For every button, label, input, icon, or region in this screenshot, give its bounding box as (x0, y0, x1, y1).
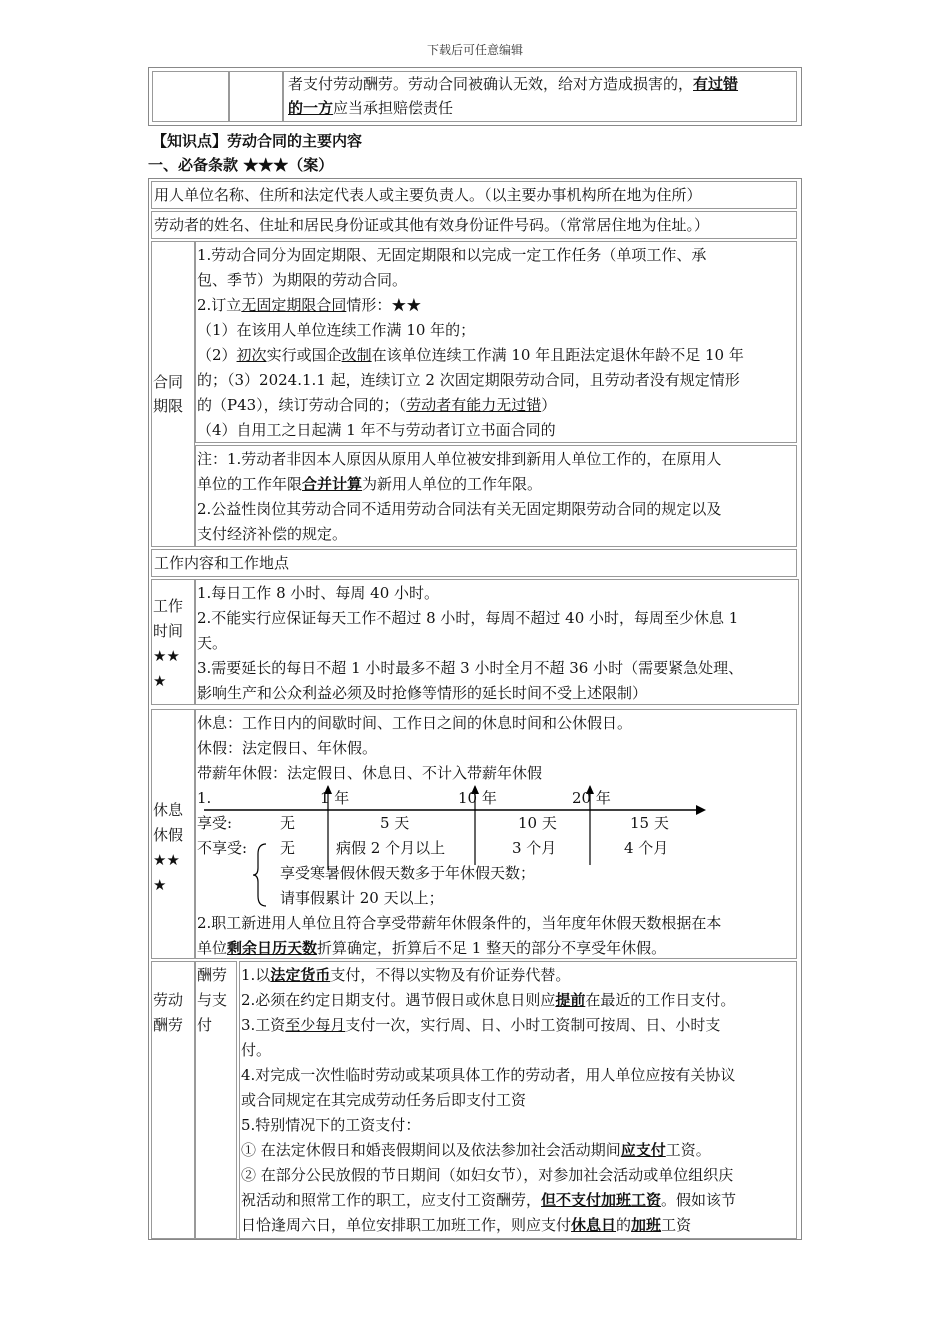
enjoy-value: 5 天 (380, 814, 410, 832)
subsection-heading: 一、必备条款 ★★★（案） (148, 156, 334, 174)
text: 2.不能实行应保证每天工作不超过 8 小时，每周不超过 40 小时，每周至少休息 1 (197, 609, 739, 627)
text: ） (541, 396, 557, 414)
text: （4）自用工之日起满 1 年不与劳动者订立书面合同的 (197, 421, 556, 439)
text: 1.以 (241, 966, 271, 984)
text: 请事假累计 20 天以上； (280, 889, 444, 907)
text: 1.每日工作 8 小时、每周 40 小时。 (197, 584, 440, 602)
text: 付。 (241, 1041, 272, 1059)
text: 休假：法定假日、年休假。 (197, 739, 378, 757)
top-cell-2 (229, 71, 283, 122)
text: 3.工资 (241, 1016, 286, 1034)
emphasis: 有过错 (693, 75, 739, 93)
text: ② 在部分公民放假的节日期间（如妇女节），对参加社会活动或单位组织庆 (241, 1166, 734, 1184)
text: 影响生产和公众利益必须及时抢修等情形的延长时间不受上述限制） (197, 684, 648, 702)
emphasis: 劳动者有能力无过错 (406, 396, 542, 414)
text: 祝活动和照常工作的职工，应支付工资酬劳， (241, 1191, 542, 1209)
text: 2.订立 (197, 296, 242, 314)
text: 者支付劳动酬劳。劳动合同被确认无效，给对方造成损害的， (288, 75, 694, 93)
timeline-mark: 10 年 (458, 789, 497, 807)
hours-label-cell (151, 579, 195, 705)
term-note (195, 445, 797, 547)
emphasis: 初次 (236, 346, 267, 364)
pay-label-cell (151, 961, 195, 1239)
text: 带薪年休假：法定假日、休息日、不计入带薪年休假 (197, 764, 543, 782)
emphasis: 应支付 (620, 1141, 666, 1159)
not-enjoy-value: 3 个月 (512, 839, 557, 857)
text: 工资。 (665, 1141, 711, 1159)
pay-sub-label: 付 (197, 1016, 213, 1034)
text: 3.需要延长的每日不超 1 小时最多不超 3 小时全月不超 36 小时（需要紧急处理、 (197, 659, 744, 677)
text: 的（P43），续订劳动合同的；（ (197, 396, 407, 414)
hours-label: 工作 (153, 597, 184, 615)
hours-content (195, 579, 799, 705)
emphasis: 法定货币 (270, 966, 331, 984)
term-label: 期限 (153, 397, 184, 415)
text: 的；（3）2024.1.1 起，连续订立 2 次固定期限劳动合同，且劳动者没有规定情形 (197, 371, 740, 389)
rest-label-cell (151, 709, 195, 959)
not-enjoy-value: 无 (280, 839, 296, 857)
text: 4.对完成一次性临时劳动或某项具体工作的劳动者，用人单位应按有关协议 (241, 1066, 736, 1084)
emphasis: 加班 (631, 1216, 662, 1234)
text: 情形：★★ (346, 296, 422, 314)
pay-sub-label-cell (195, 961, 237, 1239)
timeline-mark: 20 年 (572, 789, 611, 807)
text: 5.特别情况下的工资支付： (241, 1116, 421, 1134)
text: ① 在法定休假日和婚丧假期间以及依法参加社会活动期间 (241, 1141, 621, 1159)
row-worker-text: 劳动者的姓名、住址和居民身份证或其他有效身份证件号码。（常常居住地为住址。） (154, 216, 710, 234)
text: 。假如该节 (661, 1191, 737, 1209)
row-work-text: 工作内容和工作地点 (154, 554, 290, 572)
enjoy-value: 10 天 (518, 814, 557, 832)
brace-icon (252, 840, 272, 910)
pay-label: 劳动 (153, 991, 184, 1009)
text: 支付一次，实行周、日、小时工资制可按周、日、小时支 (345, 1016, 721, 1034)
emphasis: 但不支付加班工资 (541, 1191, 662, 1209)
text: 2.职工新进用人单位且符合享受带薪年休假条件的，当年度年休假天数根据在本 (197, 914, 722, 932)
text: 支付经济补偿的规定。 (197, 525, 348, 543)
term-label-cell (151, 241, 195, 547)
text: 在该单位连续工作满 10 年且距法定退休年龄不足 10 年 (371, 346, 744, 364)
text: 支付，不得以实物及有价证券代替。 (330, 966, 571, 984)
pay-sub-label: 酬劳 (197, 966, 228, 984)
not-enjoy-value: 4 个月 (624, 839, 669, 857)
text: 日恰逢周六日，单位安排职工加班工作，则应支付 (241, 1216, 572, 1234)
hours-stars: ★ (153, 672, 167, 690)
section-heading: 【知识点】劳动合同的主要内容 (152, 132, 363, 150)
text: （1）在该用人单位连续工作满 10 年的； (197, 321, 476, 339)
text: 实行或国企 (266, 346, 342, 364)
pay-sub-label: 与支 (197, 991, 228, 1009)
pay-label: 酬劳 (153, 1016, 184, 1034)
emphasis: 的一方 (288, 99, 334, 117)
emphasis: 改制 (341, 346, 372, 364)
not-enjoy-value: 病假 2 个月以上 (336, 839, 446, 857)
term-label: 合同 (153, 373, 184, 391)
row-work (151, 549, 797, 577)
text: 应当承担赔偿责任 (333, 99, 454, 117)
top-table (148, 67, 802, 126)
row-employer (151, 181, 797, 209)
emphasis: 提前 (555, 991, 586, 1009)
main-table (148, 178, 802, 1240)
rest-stars: ★ (153, 876, 167, 894)
row-worker (151, 211, 797, 239)
emphasis: 无固定期限合同 (241, 296, 347, 314)
enjoy-value: 无 (280, 814, 296, 832)
rest-label: 休息 (153, 801, 184, 819)
rest-content (195, 709, 797, 959)
not-enjoy-label: 不享受: (197, 839, 248, 857)
rest-stars: ★★ (153, 851, 180, 869)
emphasis: 合并计算 (302, 475, 363, 493)
text: 单位的工作年限 (197, 475, 303, 493)
emphasis: 至少每月 (285, 1016, 346, 1034)
text: 包、季节）为期限的劳动合同。 (197, 271, 408, 289)
text: 为新用人单位的工作年限。 (362, 475, 543, 493)
text: 注：1.劳动者非因本人原因从原用人单位被安排到新用人单位工作的，在原用人 (197, 450, 722, 468)
top-cell-1 (152, 71, 229, 122)
text: 天。 (197, 634, 228, 652)
emphasis: 剩余日历天数 (227, 939, 318, 957)
text: 1.劳动合同分为固定期限、无固定期限和以完成一定工作任务（单项工作、承 (197, 246, 707, 264)
text: 2.必须在约定日期支付。遇节假日或休息日则应 (241, 991, 556, 1009)
text: （2） (197, 346, 237, 364)
term-content (195, 241, 797, 443)
text: 单位 (197, 939, 228, 957)
enjoy-value: 15 天 (630, 814, 669, 832)
hours-label: 时间 (153, 622, 184, 640)
text: 折算确定，折算后不足 1 整天的部分不享受年休假。 (317, 939, 667, 957)
text: 的 (616, 1216, 632, 1234)
hours-stars: ★★ (153, 647, 180, 665)
text: 或合同规定在其完成劳动任务后即支付工资 (241, 1091, 527, 1109)
text: 休息：工作日内的间歇时间、工作日之间的休息时间和公休假日。 (197, 714, 633, 732)
pay-content (239, 961, 797, 1239)
emphasis: 休息日 (571, 1216, 617, 1234)
enjoy-label: 享受: (197, 814, 233, 832)
text: 享受寒暑假休假天数多于年休假天数； (280, 864, 536, 882)
row-employer-text: 用人单位名称、住所和法定代表人或主要负责人。（以主要办事机构所在地为住所） (154, 186, 702, 204)
top-cell-text (283, 71, 797, 122)
timeline-mark: 1 年 (320, 789, 350, 807)
timeline-start: 1. (197, 789, 212, 807)
text: 在最近的工作日支付。 (585, 991, 736, 1009)
rest-label: 休假 (153, 826, 184, 844)
page-header: 下载后可任意编辑 (426, 43, 523, 57)
text: 工资 (661, 1216, 692, 1234)
text: 2.公益性岗位其劳动合同不适用劳动合同法有关无固定期限劳动合同的规定以及 (197, 500, 722, 518)
